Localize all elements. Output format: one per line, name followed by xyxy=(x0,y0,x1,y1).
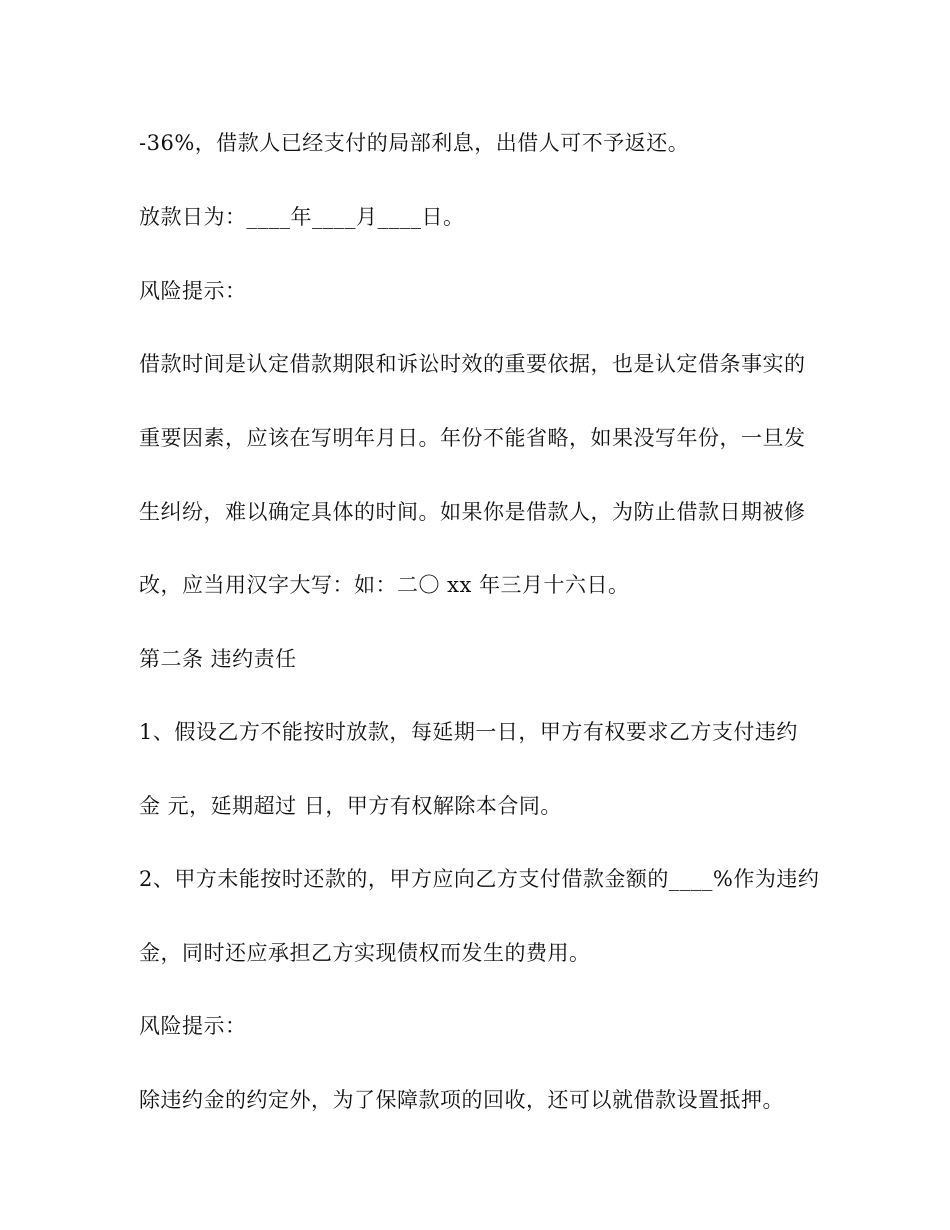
text-line: 金 元，延期超过 日，甲方有权解除本合同。 xyxy=(139,794,562,818)
section-heading: 风险提示： xyxy=(139,279,247,303)
text-line: 生纠纷，难以确定具体的时间。如果你是借款人，为防止借款日期被修 xyxy=(139,500,806,524)
text-line: 借款时间是认定借款期限和诉讼时效的重要依据，也是认定借条事实的 xyxy=(139,352,806,376)
text-line: 2、甲方未能按时还款的，甲方应向乙方支付借款金额的____%作为违约 xyxy=(139,867,820,891)
section-heading: 第二条 违约责任 xyxy=(139,647,297,671)
text-line: -36%，借款人已经支付的局部利息，出借人可不予返还。 xyxy=(139,131,690,155)
text-line: 金，同时还应承担乙方实现债权而发生的费用。 xyxy=(139,941,591,965)
text-line: 重要因素，应该在写明年月日。年份不能省略，如果没写年份，一旦发 xyxy=(139,426,806,450)
text-line: 放款日为：____年____月____日。 xyxy=(139,205,465,229)
text-line: 1、假设乙方不能按时放款，每延期一日，甲方有权要求乙方支付违约 xyxy=(139,720,798,744)
text-line: 除违约金的约定外，为了保障款项的回收，还可以就借款设置抵押。 xyxy=(139,1088,784,1112)
section-heading: 风险提示： xyxy=(139,1014,247,1038)
text-line: 改，应当用汉字大写：如：二〇 xx 年三月十六日。 xyxy=(139,573,630,597)
